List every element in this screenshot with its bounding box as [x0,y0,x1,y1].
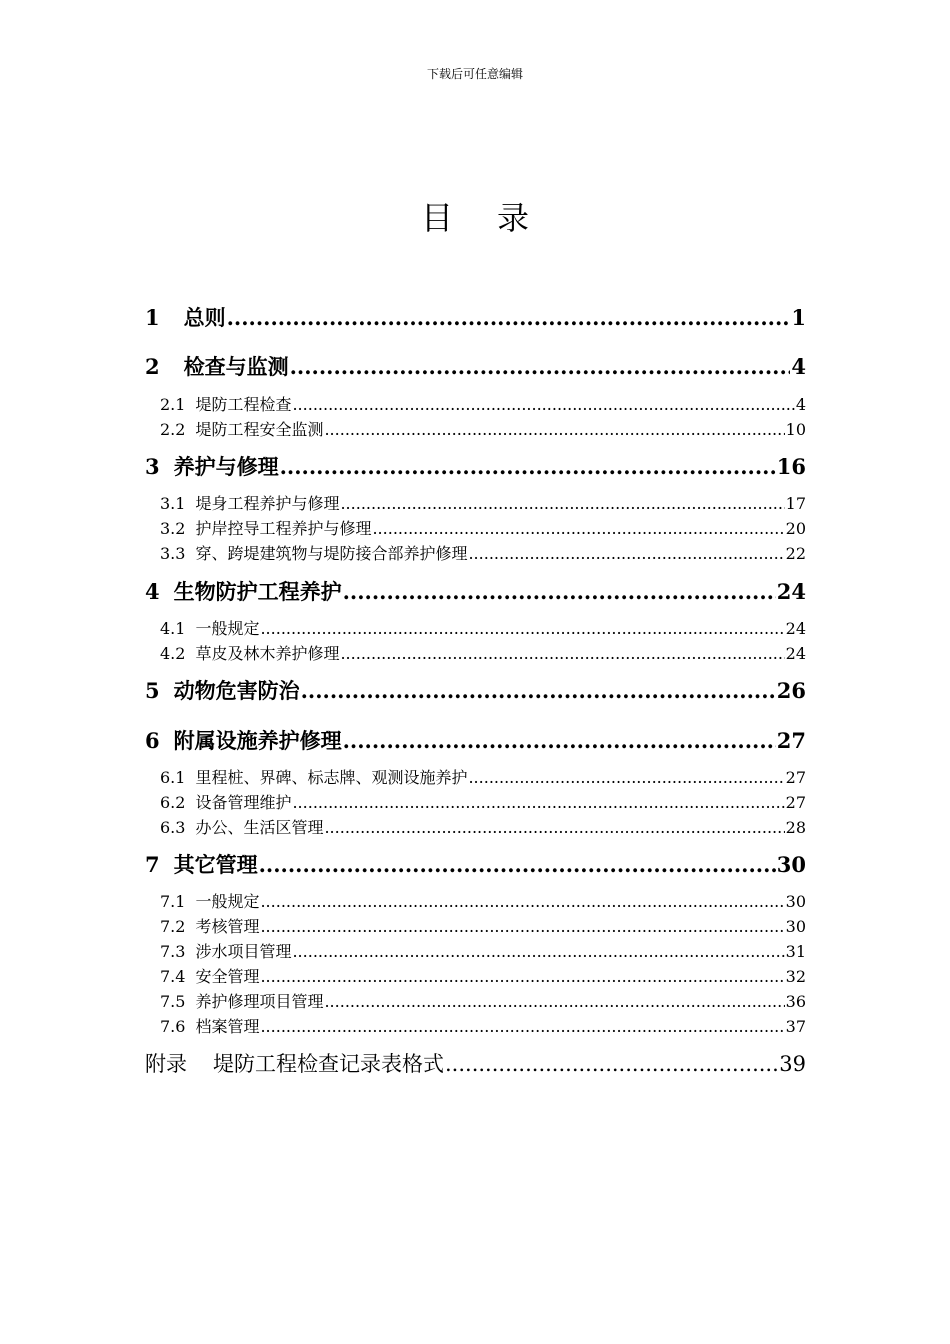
toc-entry[interactable] [160,817,806,839]
toc-leader [259,851,776,879]
toc-title: 档案管理 [195,1017,260,1036]
toc-entry[interactable] [160,419,806,441]
toc-number: 2 [145,354,160,379]
toc-entry[interactable] [160,891,806,913]
toc-title: 总则 [183,305,226,330]
toc-leader [324,817,784,839]
toc-leader [468,767,784,789]
toc-entry[interactable] [160,618,806,640]
toc-page: 30 [785,917,806,936]
toc-page: 36 [785,992,806,1011]
toc-title: 养护与修理 [173,454,279,479]
header-note: 下载后可任意编辑 [426,67,523,81]
toc-leader [372,518,784,540]
toc-number: 2.1 [160,395,186,414]
toc-page: 24 [785,619,806,638]
toc-title: 护岸控导工程养护与修理 [195,519,372,538]
toc-page: 27 [785,793,806,812]
toc-page: 28 [785,818,806,837]
toc-page: 16 [776,454,806,479]
toc-page: 4 [791,354,806,379]
toc-page: 22 [785,544,806,563]
toc-leader [340,493,784,515]
toc-title: 设备管理维护 [195,793,292,812]
toc-leader [260,891,784,913]
toc-number: 6.2 [160,793,186,812]
toc-number: 7 [145,852,160,877]
toc-title: 附属设施养护修理 [173,728,342,753]
page-title [0,198,950,238]
toc-entry[interactable] [145,727,806,755]
toc-page: 30 [776,852,806,877]
toc-page: 32 [785,967,806,986]
toc-page: 17 [785,494,806,513]
toc-entry[interactable] [160,991,806,1013]
toc-entry[interactable] [160,767,806,789]
toc-leader [260,966,784,988]
toc-page: 31 [785,942,806,961]
toc-leader [292,792,784,814]
toc-number: 7.1 [160,892,186,911]
toc-entry[interactable] [145,677,806,705]
toc-number: 3.3 [160,544,186,563]
toc-number: 7.5 [160,992,186,1011]
toc-entry[interactable] [145,851,806,879]
page-title-char: 录 [497,199,530,237]
toc-entry[interactable] [160,966,806,988]
toc-number: 6.1 [160,768,186,787]
toc-entry[interactable] [160,792,806,814]
toc-title: 一般规定 [195,619,260,638]
toc-leader [292,941,784,963]
toc-page: 30 [785,892,806,911]
toc-entry[interactable] [145,304,806,332]
toc-title: 里程桩、界碑、标志牌、观测设施养护 [195,768,468,787]
toc-title: 办公、生活区管理 [195,818,324,837]
toc-page: 37 [785,1017,806,1036]
toc-number: 6.3 [160,818,186,837]
toc-leader [227,304,791,332]
toc-number: 7.3 [160,942,186,961]
toc-title: 堤身工程养护与修理 [195,494,340,513]
toc-page: 27 [785,768,806,787]
toc-leader [290,353,791,381]
toc-title: 其它管理 [173,852,258,877]
toc-title: 一般规定 [195,892,260,911]
toc-leader [340,643,784,665]
toc-leader [301,677,776,705]
toc-entry[interactable] [160,916,806,938]
toc-number: 4.2 [160,644,186,663]
toc-entry[interactable] [160,643,806,665]
toc-page: 27 [776,728,806,753]
toc-leader [260,1016,784,1038]
toc-page: 39 [779,1052,806,1076]
toc-title: 堤防工程检查记录表格式 [213,1052,444,1076]
toc-entry[interactable] [145,453,806,481]
toc-page: 10 [785,420,806,439]
toc-title: 堤防工程安全监测 [195,420,324,439]
toc-number: 3 [145,454,160,479]
toc-title: 安全管理 [195,967,260,986]
toc-number: 7.2 [160,917,186,936]
toc-page: 24 [785,644,806,663]
toc-leader [324,991,784,1013]
toc-entry[interactable] [160,493,806,515]
toc-number: 4 [145,579,160,604]
toc-number: 6 [145,728,160,753]
toc-entry[interactable] [145,578,806,606]
toc-entry[interactable] [160,518,806,540]
toc-leader [324,419,784,441]
toc-leader [445,1050,778,1078]
toc-number: 1 [145,305,160,330]
toc-title: 穿、跨堤建筑物与堤防接合部养护修理 [195,544,468,563]
toc-entry[interactable] [145,353,806,381]
toc-page: 26 [776,678,806,703]
toc-title: 堤防工程检查 [195,395,292,414]
toc-entry-appendix[interactable] [145,1050,806,1078]
toc-leader [260,618,784,640]
toc-number: 2.2 [160,420,186,439]
toc-number: 3.2 [160,519,186,538]
toc-leader [343,578,776,606]
toc-number: 4.1 [160,619,186,638]
toc-title: 涉水项目管理 [195,942,292,961]
toc-title: 考核管理 [195,917,260,936]
toc-page: 20 [785,519,806,538]
toc-leader [343,727,776,755]
toc-entry[interactable] [160,1016,806,1038]
toc-title: 生物防护工程养护 [173,579,342,604]
toc-leader [468,543,784,565]
toc-title: 检查与监测 [183,354,289,379]
toc-page: 1 [791,305,806,330]
toc-number: 7.6 [160,1017,186,1036]
toc-leader [292,394,794,416]
toc-entry[interactable] [160,394,806,416]
toc-entry[interactable] [160,941,806,963]
toc-number: 5 [145,678,160,703]
toc-title: 动物危害防治 [173,678,300,703]
page-title-char: 目 [420,199,453,237]
toc-entry[interactable] [160,543,806,565]
toc-number: 7.4 [160,967,186,986]
toc-title: 草皮及林木养护修理 [195,644,340,663]
toc-leader [280,453,776,481]
toc-title: 养护修理项目管理 [195,992,324,1011]
toc-number: 3.1 [160,494,186,513]
toc-page: 24 [776,579,806,604]
toc-leader [260,916,784,938]
toc-number: 附录 [145,1052,187,1076]
toc-page: 4 [795,395,806,414]
